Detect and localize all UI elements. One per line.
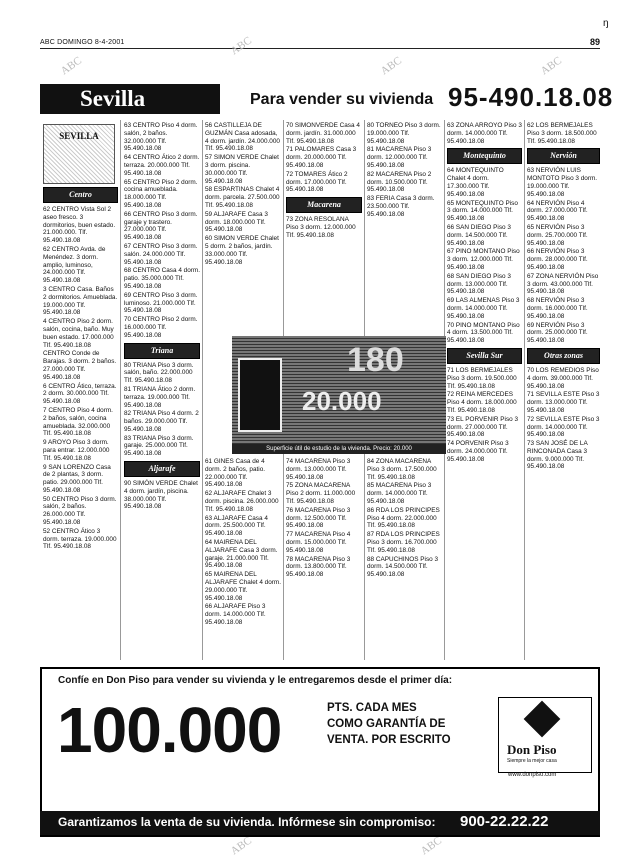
column-rule bbox=[120, 120, 121, 660]
watermark: ABC bbox=[228, 34, 255, 58]
section-tag-otras-zonas: Otras zonas bbox=[527, 348, 600, 364]
sevilla-section-title: SEVILLA bbox=[59, 131, 99, 141]
section-tag-macarena: Macarena bbox=[286, 197, 362, 213]
ad-guarantee-line: VENTA. POR ESCRITO bbox=[327, 734, 451, 746]
listing: 9 SAN LORENZO Casa de 2 plantas, 3 dorm. patio. 29.000.000 Tlf. 95.490.18.08 bbox=[43, 463, 111, 494]
section-tag-aljarafe: Aljarafe bbox=[124, 461, 200, 477]
listing: 82 MACARENA Piso 2 dorm. 10.500.000 Tlf. 95.490.18.08 bbox=[367, 170, 432, 194]
listing: 68 NERVIÓN Piso 3 dorm. 16.000.000 Tlf. 95.490.18.08 bbox=[527, 297, 588, 320]
listing: 83 TRIANA Piso 3 dorm. garaje. 25.000.000 Tlf. 95.490.18.08 bbox=[124, 434, 194, 458]
listing-column-4 bbox=[286, 122, 362, 334]
section-tag-triana: Triana bbox=[124, 343, 200, 359]
listing: 68 SAN DIEGO Piso 3 dorm. 13.000.000 Tlf. 95.490.18.08 bbox=[447, 272, 511, 296]
listing: 56 CASTILLEJA DE GUZMÁN Casa adosada, 4 dorm. jardín. 24.000.000 Tlf. 95.490.18.08 bbox=[205, 122, 280, 153]
listing: 63 ALJARAFE Casa 4 dorm. 25.500.000 Tlf. 95.490.18.08 bbox=[205, 514, 268, 538]
ad-bottom-text: Garantizamos la venta de su vivienda. Infórmese sin compromiso: bbox=[58, 815, 436, 829]
listing: 81 MACARENA Piso 3 dorm. 12.000.000 Tlf. 95.490.18.08 bbox=[367, 146, 432, 169]
ad-guarantee bbox=[327, 700, 451, 748]
listing: 80 TRIANA Piso 3 dorm. salón, baño. 22.000.000 Tlf. 95.490.18.08 bbox=[124, 361, 194, 385]
listing: 57 SIMON VERDE Chalet 3 dorm. piscina. 30.000.000 Tlf. 95.490.18.08 bbox=[205, 154, 279, 185]
ad-guarantee-line: COMO GARANTÍA DE bbox=[327, 718, 446, 730]
column-rule bbox=[202, 120, 203, 660]
listing: 62 CENTRO Vista Sol 2 aseo fresco. 3 dormitorios, buen estado. 21.000.000. Tlf. 95.490.18.08 bbox=[43, 206, 116, 245]
listing-column-5b bbox=[367, 458, 443, 658]
photo-figure bbox=[238, 358, 282, 432]
listing: 67 PINO MONTANO Piso 3 dorm. 12.000.000 Tlf. 95.490.18.08 bbox=[447, 248, 520, 271]
listing: 69 LAS ALMENAS Piso 3 dorm. 14.000.000 Tlf. 95.490.18.08 bbox=[447, 297, 520, 320]
listing: 70 PINO MONTANO Piso 4 dorm. 13.500.000 Tlf. 95.490.18.08 bbox=[447, 321, 520, 345]
listing: 64 NERVIÓN Piso 4 dorm. 27.000.000 Tlf. 95.490.18.08 bbox=[527, 199, 588, 223]
listing: 67 ZONA NERVIÓN Piso 3 dorm. 43.000.000 Tlf. 95.490.18.08 bbox=[527, 272, 599, 296]
listing: 66 SAN DIEGO Piso 3 dorm. 14.500.000 Tlf. 95.490.18.08 bbox=[447, 223, 511, 247]
listing: 50 CENTRO Piso 3 dorm. salón, 2 baños. 26.000.000 Tlf. 95.490.18.08 bbox=[43, 495, 117, 527]
listing: 71 LOS BERMEJALES Piso 3 dorm. 19.500.000 Tlf. 95.490.18.08 bbox=[447, 366, 517, 390]
watermark: ABC bbox=[228, 834, 255, 858]
listing: 75 ZONA MACARENA Piso 2 dorm. 11.000.000 Tlf. 95.490.18.08 bbox=[286, 482, 356, 505]
listing: 77 MACARENA Piso 4 dorm. 15.000.000 Tlf. 95.490.18.08 bbox=[286, 531, 351, 554]
banner-city: Sevilla bbox=[40, 84, 220, 114]
listing: 52 CENTRO Ático 3 dorm. terraza. 19.000.000 Tlf. 95.490.18.08 bbox=[43, 527, 117, 551]
listing: 72 TOMARES Ático 2 dorm. 17.000.000 Tlf. 95.490.18.08 bbox=[286, 170, 348, 194]
listing: 86 RDA LOS PRINCIPES Piso 4 dorm. 22.000.000 Tlf. 95.490.18.08 bbox=[367, 506, 440, 530]
listing: 72 REINA MERCEDES Piso 4 dorm. 18.000.000 Tlf. 95.490.18.08 bbox=[447, 391, 517, 414]
listing: 70 SIMONVERDE Casa 4 dorm. jardín. 31.000.000 Tlf. 95.490.18.08 bbox=[286, 122, 360, 145]
listing: 68 CENTRO Casa 4 dorm. patio. 35.000.000 Tlf. 95.490.18.08 bbox=[124, 267, 200, 290]
listing: 63 NERVIÓN LUIS MONTOTO Piso 3 dorm. 19.000.000 Tlf. 95.490.18.08 bbox=[527, 167, 598, 198]
listing-column-5 bbox=[367, 122, 443, 334]
sevilla-section-box bbox=[43, 124, 115, 184]
listing: 81 TRIANA Ático 2 dorm. terraza. 19.000.000 Tlf. 95.490.18.08 bbox=[124, 385, 196, 409]
listing: 69 NERVIÓN Piso 3 dorm. 25.000.000 Tlf. 95.490.18.08 bbox=[527, 321, 588, 345]
listing: 62 ALJARAFE Chalet 3 dorm. piscina. 26.000.000 Tlf. 95.490.18.08 bbox=[205, 490, 279, 513]
listing-column-1 bbox=[43, 184, 118, 658]
don-piso-tagline: Siempre la mejor casa bbox=[507, 758, 557, 764]
listing: 66 CENTRO Piso 3 dorm. garaje y trastero. 27.000.000 Tlf. 95.490.18.08 bbox=[124, 210, 198, 242]
banner-phone: 95-490.18.08 bbox=[448, 82, 614, 112]
listing: 59 ALJARAFE Casa 3 dorm. 18.000.000 Tlf. 95.490.18.08 bbox=[205, 210, 268, 234]
section-tag-centro: Centro bbox=[43, 187, 118, 203]
listing: 84 ZONA MACARENA Piso 3 dorm. 17.500.000 Tlf. 95.490.18.08 bbox=[367, 458, 437, 481]
watermark: ABC bbox=[538, 54, 565, 78]
listing: 60 SIMON VERDE Chalet 5 dorm. 2 baños, jardín. 33.000.000 Tlf. 95.490.18.08 bbox=[205, 235, 279, 266]
page-number: 89 bbox=[590, 37, 601, 47]
listing: 73 EL PORVENIR Piso 3 dorm. 27.000.000 Tlf. 95.490.18.08 bbox=[447, 415, 519, 439]
listing: 63 CENTRO Piso 4 dorm. salón, 2 baños. 32.000.000 Tlf. 95.490.18.08 bbox=[124, 122, 198, 153]
don-piso-logo: Don Piso bbox=[507, 742, 557, 757]
listing: 66 NERVIÓN Piso 3 dorm. 28.000.000 Tlf. 95.490.18.08 bbox=[527, 248, 588, 271]
feature-photo bbox=[232, 336, 446, 444]
photo-price-main: 20.000 bbox=[302, 386, 382, 416]
listing: 9 AROYO Piso 3 dorm. para entrar. 12.000.000 Tlf. 95.490.18.08 bbox=[43, 439, 110, 462]
listing-column-3b bbox=[205, 458, 281, 658]
ad-bottom-bar bbox=[40, 811, 600, 835]
listing: 78 MACARENA Piso 3 dorm. 13.800.000 Tlf. 95.490.18.08 bbox=[286, 555, 351, 579]
listing: 65 MAIRENA DEL ALJARAFE Chalet 4 dorm. 29.000.000 Tlf. 95.490.18.08 bbox=[205, 571, 281, 602]
listing: 71 SEVILLA ESTE Piso 3 dorm. 13.000.000 Tlf. 95.490.18.08 bbox=[527, 391, 600, 414]
listing: 69 CENTRO Piso 3 dorm. luminoso. 21.000.000 Tlf. 95.490.18.08 bbox=[124, 291, 198, 315]
listing: 7 CENTRO Piso 4 dorm. 2 baños, salón, cocina amueblada. 32.000.000 Tlf. 95.490.18.08 bbox=[43, 406, 113, 438]
photo-caption: Superficie útil de estudio de la vivienda. Precio: 20.000 bbox=[232, 444, 446, 454]
listing: 61 GINES Casa de 4 dorm. 2 baños, patio. 22.000.000 Tlf. 95.490.18.08 bbox=[205, 458, 266, 489]
section-tag-nervion: Nervión bbox=[527, 148, 600, 164]
section-tag-montequinto: Montequinto bbox=[447, 148, 522, 164]
listing: 65 CENTRO Piso 2 dorm. cocina amueblada. 18.000.000 Tlf. 95.490.18.08 bbox=[124, 178, 198, 209]
listing: 64 MONTEQUINTO Chalet 4 dorm. 17.300.000 Tlf. 95.490.18.08 bbox=[447, 167, 504, 198]
listing: 3 CENTRO Casa. Baños 2 dormitorios. Amueblada. 19.000.000 Tlf. 95.490.18.08 bbox=[43, 285, 118, 317]
listing-column-4b bbox=[286, 458, 362, 658]
listing: 88 CAPUCHINOS Piso 3 dorm. 14.500.000 Tlf. 95.490.18.08 bbox=[367, 555, 439, 579]
listing: 74 PORVENIR Piso 3 dorm. 24.000.000 Tlf. 95.490.18.08 bbox=[447, 440, 509, 463]
page-header-date: ABC DOMINGO 8-4-2001 bbox=[40, 39, 125, 46]
listing: 80 TORNEO Piso 3 dorm. 19.000.000 Tlf. 95.490.18.08 bbox=[367, 122, 441, 145]
listing: 65 MONTEQUINTO Piso 3 dorm. 14.000.000 Tlf. 95.490.18.08 bbox=[447, 199, 518, 223]
listing: 63 ZONA ARROYO Piso 3 dorm. 14.000.000 Tlf. 95.490.18.08 bbox=[447, 122, 522, 145]
ad-headline: Confíe en Don Piso para vender su vivienda y le entregaremos desde el primer día: bbox=[58, 675, 453, 686]
listing: 70 CENTRO Piso 2 dorm. 16.000.000 Tlf. 95.490.18.08 bbox=[124, 316, 198, 339]
header-rule bbox=[40, 48, 600, 49]
ad-guarantee-line: PTS. CADA MES bbox=[327, 702, 417, 714]
watermark: ABC bbox=[58, 54, 85, 78]
corner-mark: ŋ bbox=[603, 18, 609, 29]
listing: 64 CENTRO Ático 2 dorm. terraza. 20.000.000 Tlf. 95.490.18.08 bbox=[124, 154, 200, 177]
listing: 72 SEVILLA ESTE Piso 3 dorm. 14.000.000 Tlf. 95.490.18.08 bbox=[527, 415, 600, 439]
listing: 74 MACARENA Piso 3 dorm. 13.000.000 Tlf. 95.490.18.08 bbox=[286, 458, 351, 481]
listing: 65 NERVIÓN Piso 3 dorm. 25.700.000 Tlf. 95.490.18.08 bbox=[527, 223, 588, 247]
listing: 85 MACARENA Piso 3 dorm. 14.000.000 Tlf. 95.490.18.08 bbox=[367, 482, 432, 505]
listing: 83 FERIA Casa 3 dorm. 23.500.000 Tlf. 95.490.18.08 bbox=[367, 195, 435, 218]
listing: 4 CENTRO Piso 2 dorm. salón, cocina, baño. Muy buen estado. 17.000.000 Tlf. 95.490.18.08 bbox=[43, 318, 114, 349]
listing-column-7 bbox=[527, 122, 600, 658]
listing: 6 CENTRO Ático, terraza. 2 dorm. 30.000.000 Tlf. 95.490.18.08 bbox=[43, 382, 117, 406]
don-piso-logo-box bbox=[498, 697, 592, 773]
listing: 73 SAN JOSÉ DE LA RINCONADA Casa 3 dorm. 9.000.000 Tlf. 95.490.18.08 bbox=[527, 440, 588, 471]
photo-price-top: 180 bbox=[347, 341, 404, 379]
listing: 90 SIMÓN VERDE Chalet 4 dorm. jardín, piscina. 38.000.000 Tlf. 95.490.18.08 bbox=[124, 480, 198, 511]
ad-website: www.donpiso.com bbox=[508, 772, 557, 778]
watermark: ABC bbox=[378, 54, 405, 78]
don-piso-logo-icon bbox=[524, 701, 561, 738]
listing: 66 ALJARAFE Piso 3 dorm. 14.000.000 Tlf. 95.490.18.08 bbox=[205, 603, 266, 626]
listing: 67 CENTRO Piso 3 dorm. salón. 24.000.000 Tlf. 95.490.18.08 bbox=[124, 242, 198, 266]
column-rule bbox=[524, 120, 525, 660]
listing: 62 CENTRO Avda. de Menéndez. 3 dorm. amplio, luminoso, 24.000.000 Tlf. 95.490.18.08 bbox=[43, 245, 106, 285]
listing: 70 LOS REMEDIOS Piso 4 dorm. 39.000.000 Tlf. 95.490.18.08 bbox=[527, 366, 599, 390]
listing: 87 RDA LOS PRINCIPES Piso 3 dorm. 16.700.000 Tlf. 95.490.18.08 bbox=[367, 531, 440, 554]
ad-phone: 900-22.22.22 bbox=[460, 813, 549, 830]
ad-amount: 100.000 bbox=[57, 694, 282, 766]
listing-column-3 bbox=[205, 122, 281, 334]
listing: 71 PALOMARES Casa 3 dorm. 20.000.000 Tlf. 95.490.18.08 bbox=[286, 146, 357, 169]
section-tag-sevilla-sur: Sevilla Sur bbox=[447, 348, 522, 364]
listing: 73 ZONA RESOLANA Piso 3 dorm. 12.000.000 Tlf. 95.490.18.08 bbox=[286, 216, 356, 239]
listing: 82 TRIANA Piso 4 dorm. 2 baños. 29.000.000 Tlf. 95.490.18.08 bbox=[124, 410, 199, 433]
watermark: ABC bbox=[418, 834, 445, 858]
listing: 58 ESPARTINAS Chalet 4 dorm. parcela. 27.500.000 Tlf. 95.490.18.08 bbox=[205, 186, 280, 209]
listing: 64 MAIRENA DEL ALJARAFE Casa 3 dorm. garaje. 21.000.000 Tlf. 95.490.18.08 bbox=[205, 538, 278, 570]
listing: CENTRO Conde de Barajas. 3 dorm. 2 baños. 27.000.000 Tlf. 95.490.18.08 bbox=[43, 350, 117, 381]
listing-column-6 bbox=[447, 122, 522, 658]
banner-subtitle: Para vender su vivienda bbox=[250, 91, 434, 108]
listing: 76 MACARENA Piso 3 dorm. 12.500.000 Tlf. 95.490.18.08 bbox=[286, 506, 351, 530]
listing: 62 LOS BERMEJALES Piso 3 dorm. 18.500.000 Tlf. 95.490.18.08 bbox=[527, 122, 597, 145]
listing-column-2 bbox=[124, 122, 200, 658]
